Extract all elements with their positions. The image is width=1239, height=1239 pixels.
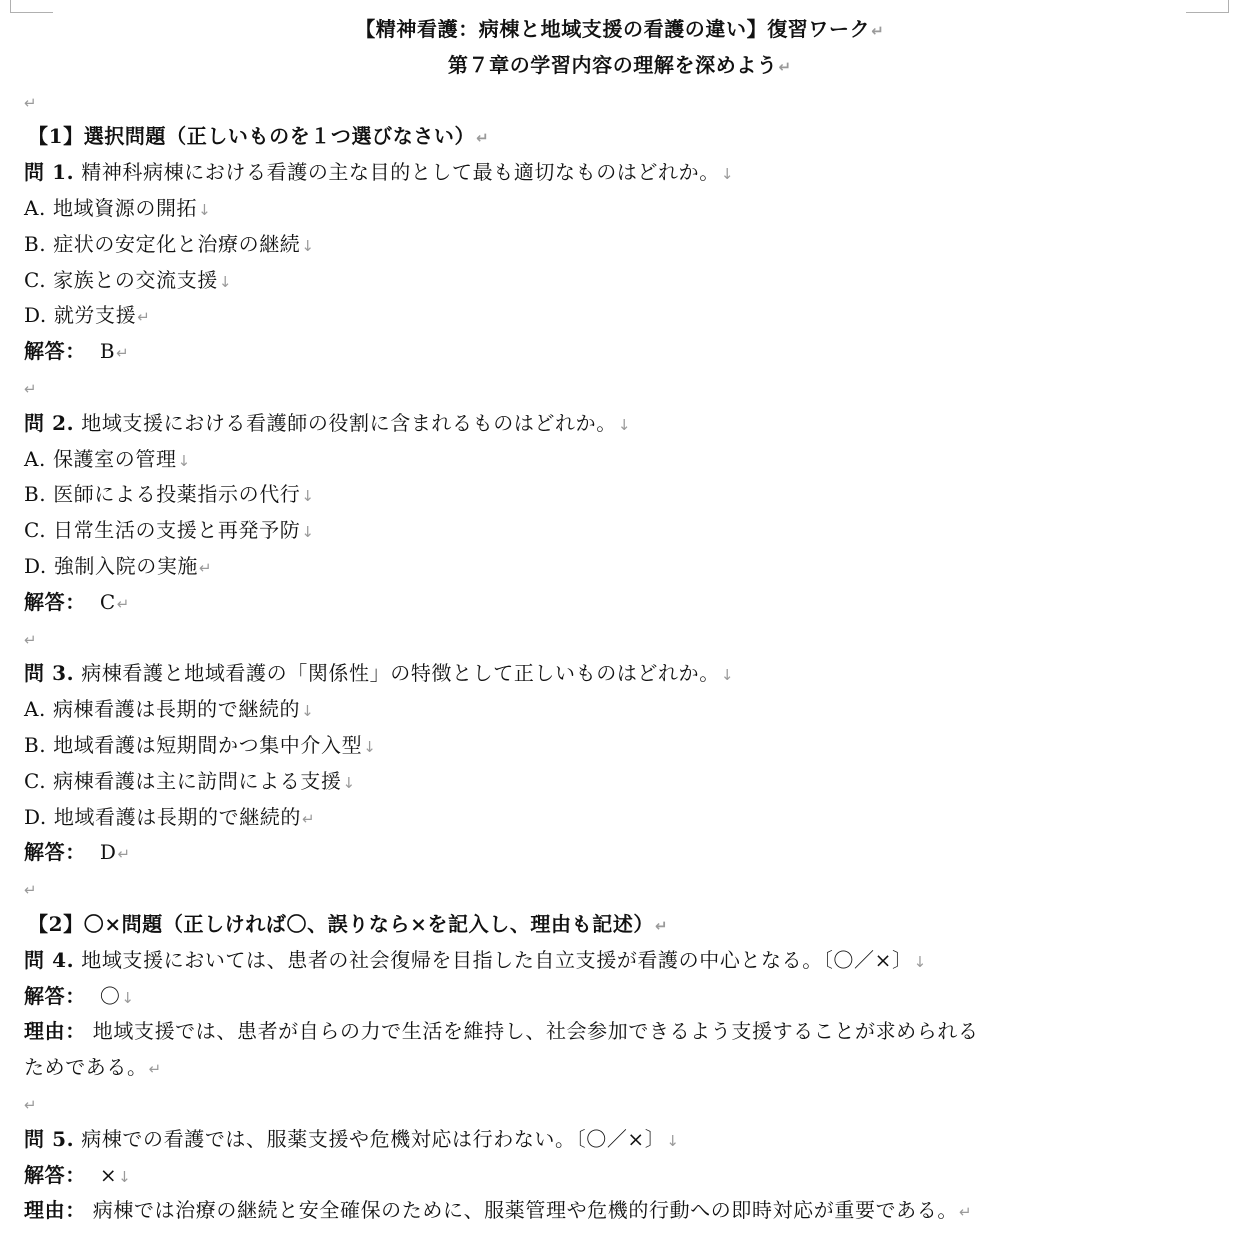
paragraph-mark: ↵ — [871, 22, 884, 40]
reason-line — [0, 1014, 1239, 1050]
option-line — [0, 191, 1239, 227]
option-text: D. 就労支援 — [24, 303, 137, 328]
section-heading — [0, 907, 1239, 943]
empty-paragraph — [0, 84, 1239, 120]
option-text: A. 保護室の管理 — [24, 446, 177, 471]
answer-line — [0, 835, 1239, 871]
document-subtitle — [0, 48, 1239, 84]
question-line — [0, 1122, 1239, 1158]
option-line — [0, 298, 1239, 334]
paragraph-mark: ↵ — [148, 1060, 162, 1079]
option-line — [0, 728, 1239, 764]
paragraph-mark: ↵ — [24, 93, 37, 112]
answer-line — [0, 585, 1239, 621]
option-line — [0, 549, 1239, 585]
line-break-mark: ↓ — [301, 702, 314, 721]
paragraph-mark: ↵ — [24, 1095, 37, 1114]
question-text: 病棟での看護では、服薬支援や危機対応は行わない。〔〇／×〕 — [81, 1126, 666, 1151]
option-text: B. 医師による投薬指示の代行 — [24, 482, 301, 507]
reason-line — [0, 1193, 1239, 1229]
line-break-mark: ↓ — [363, 737, 376, 756]
paragraph-mark: ↵ — [24, 630, 37, 649]
line-break-mark: ↓ — [617, 415, 631, 434]
option-line — [0, 477, 1239, 513]
section-heading-text: 【1】選択問題（正しいものを１つ選びなさい） — [28, 124, 476, 149]
question-number: 問 3. — [24, 661, 75, 686]
answer-line — [0, 1158, 1239, 1194]
paragraph-mark: ↵ — [655, 916, 668, 935]
answer-label: 解答： — [24, 339, 86, 364]
option-line — [0, 800, 1239, 836]
option-text: B. 地域看護は短期間かつ集中介入型 — [24, 732, 363, 757]
option-text: B. 症状の安定化と治療の継続 — [24, 231, 301, 256]
option-line — [0, 227, 1239, 263]
empty-paragraph — [0, 1086, 1239, 1122]
question-line — [0, 155, 1239, 191]
line-break-mark: ↓ — [301, 523, 314, 542]
answer-value: C — [99, 589, 116, 614]
line-break-mark: ↓ — [720, 165, 734, 184]
line-break-mark: ↓ — [121, 988, 134, 1007]
line-break-mark: ↓ — [177, 451, 191, 470]
option-text: D. 強制入院の実施 — [24, 553, 199, 578]
answer-label: 解答： — [24, 840, 86, 865]
document-title — [0, 12, 1239, 48]
title-text: 【精神看護：病棟と地域支援の看護の違い】復習ワーク — [355, 17, 871, 41]
option-text: C. 日常生活の支援と再発予防 — [24, 518, 301, 543]
option-line — [0, 263, 1239, 299]
line-break-mark: ↓ — [118, 1167, 131, 1186]
answer-label: 解答： — [24, 1162, 86, 1187]
paragraph-mark: ↵ — [116, 344, 129, 363]
option-text: D. 地域看護は長期的で継続的 — [24, 804, 302, 829]
document-page — [0, 12, 1239, 1229]
line-break-mark: ↓ — [301, 236, 314, 255]
option-text: A. 病棟看護は長期的で継続的 — [24, 697, 301, 722]
option-text: C. 家族との交流支援 — [24, 267, 218, 292]
answer-value: B — [99, 339, 116, 364]
option-line — [0, 692, 1239, 728]
answer-value: × — [99, 1162, 118, 1187]
paragraph-mark: ↵ — [117, 845, 131, 864]
answer-value: D — [99, 840, 117, 865]
line-break-mark: ↓ — [198, 200, 211, 219]
question-number: 問 4. — [24, 947, 75, 972]
paragraph-mark: ↵ — [302, 809, 315, 828]
empty-paragraph — [0, 621, 1239, 657]
question-text: 病棟看護と地域看護の「関係性」の特徴として正しいものはどれか。 — [81, 661, 720, 686]
answer-value: 〇 — [99, 983, 121, 1008]
section-heading — [0, 119, 1239, 155]
line-break-mark: ↓ — [218, 272, 232, 291]
paragraph-mark: ↵ — [778, 57, 792, 76]
reason-label: 理由： — [24, 1198, 86, 1223]
question-text: 地域支援における看護師の役割に含まれるものはどれか。 — [81, 410, 617, 435]
line-break-mark: ↓ — [342, 773, 356, 792]
paragraph-mark: ↵ — [958, 1203, 972, 1222]
question-number: 問 5. — [24, 1126, 75, 1151]
option-line — [0, 513, 1239, 549]
reason-text: ためである。 — [24, 1055, 148, 1080]
reason-text: 病棟では治療の継続と安全確保のために、服薬管理や危機的行動への即時対応が重要である。 — [92, 1198, 958, 1223]
line-break-mark: ↓ — [301, 487, 314, 506]
question-line — [0, 943, 1239, 979]
question-line — [0, 656, 1239, 692]
answer-label: 解答： — [24, 589, 86, 614]
section-heading-text: 【2】〇×問題（正しければ〇、誤りなら×を記入し、理由も記述） — [28, 911, 655, 936]
question-number: 問 2. — [24, 410, 75, 435]
option-line — [0, 442, 1239, 478]
answer-line — [0, 334, 1239, 370]
line-break-mark: ↓ — [720, 666, 734, 685]
answer-label: 解答： — [24, 983, 86, 1008]
paragraph-mark: ↵ — [137, 308, 150, 327]
answer-line — [0, 979, 1239, 1015]
paragraph-mark: ↵ — [116, 594, 130, 613]
paragraph-mark: ↵ — [24, 881, 37, 900]
empty-paragraph — [0, 871, 1239, 907]
paragraph-mark: ↵ — [24, 379, 37, 398]
question-text: 精神科病棟における看護の主な目的として最も適切なものはどれか。 — [81, 160, 720, 185]
option-line — [0, 764, 1239, 800]
line-break-mark: ↓ — [666, 1131, 679, 1150]
line-break-mark: ↓ — [913, 952, 927, 971]
reason-line-continued — [0, 1050, 1239, 1086]
question-text: 地域支援においては、患者の社会復帰を目指した自立支援が看護の中心となる。〔〇／×〕 — [81, 947, 913, 972]
subtitle-text: 第７章の学習内容の理解を深めよう — [447, 52, 778, 77]
paragraph-mark: ↵ — [476, 129, 489, 148]
reason-label: 理由： — [24, 1019, 86, 1044]
question-line — [0, 406, 1239, 442]
question-number: 問 1. — [24, 160, 75, 185]
reason-text: 地域支援では、患者が自らの力で生活を維持し、社会参加できるよう支援することが求められる — [92, 1019, 979, 1044]
option-text: C. 病棟看護は主に訪問による支援 — [24, 768, 342, 793]
option-text: A. 地域資源の開拓 — [24, 195, 198, 220]
empty-paragraph — [0, 370, 1239, 406]
paragraph-mark: ↵ — [199, 558, 212, 577]
